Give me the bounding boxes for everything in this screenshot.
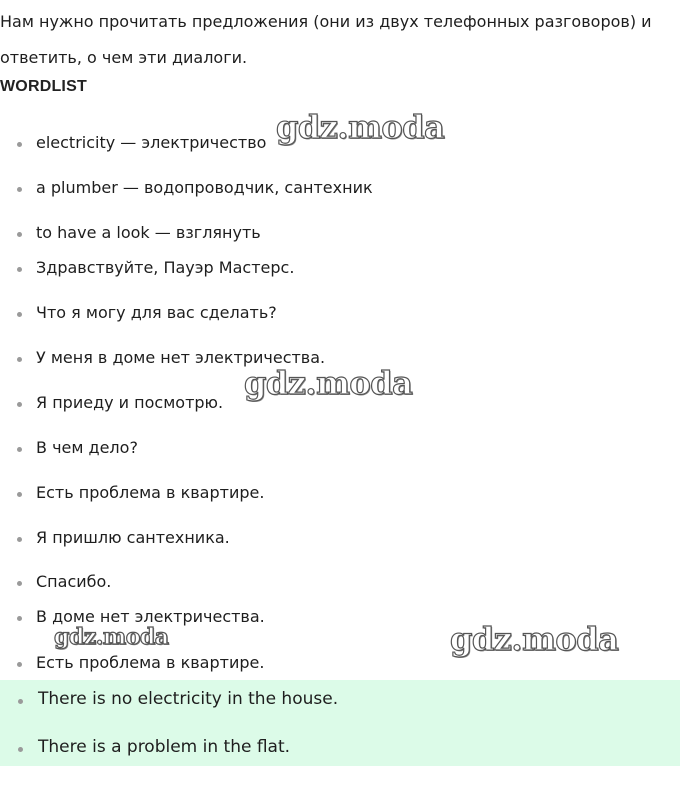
bullet-icon — [17, 402, 22, 407]
intro-text — [0, 4, 676, 76]
highlighted-item-text: There is a problem in the flat. — [38, 737, 291, 757]
list-item-text: Я приеду и посмотрю. — [36, 393, 224, 412]
intro-line-1: Нам нужно прочитать предложения (они из двух телефонных разговоров) и — [0, 12, 652, 31]
list-item-text: Здравствуйте, Пауэр Мастерс. — [36, 258, 295, 277]
highlighted-item — [0, 736, 680, 758]
bullet-icon — [17, 447, 22, 452]
list-item — [0, 571, 680, 593]
list-item-text: a plumber — водопроводчик, сантехник — [36, 178, 373, 197]
bullet-icon — [17, 662, 22, 667]
list-item-text: У меня в доме нет электричества. — [36, 348, 326, 367]
bullet-icon — [17, 357, 22, 362]
list-item — [0, 482, 680, 504]
watermark-logo: gdz.moda — [244, 364, 413, 402]
bullet-icon — [17, 232, 22, 237]
bullet-icon — [18, 747, 23, 752]
watermark-logo: gdz.moda — [276, 108, 445, 146]
list-item-text: Я пришлю сантехника. — [36, 528, 230, 547]
watermark-logo: gdz.moda — [54, 624, 169, 650]
bullet-icon — [17, 312, 22, 317]
bullet-icon — [17, 492, 22, 497]
list-item-text: Спасибо. — [36, 572, 112, 591]
list-item — [0, 222, 680, 244]
list-item-text: Что я могу для вас сделать? — [36, 303, 277, 322]
bullet-icon — [17, 581, 22, 586]
list-item-text: Есть проблема в квартире. — [36, 653, 265, 672]
bullet-icon — [17, 537, 22, 542]
list-item — [0, 437, 680, 459]
list-item-text: electricity — электричество — [36, 133, 267, 152]
list-item-text: В чем дело? — [36, 438, 138, 457]
list-item — [0, 527, 680, 549]
list-item-text: Есть проблема в квартире. — [36, 483, 265, 502]
bullet-icon — [18, 699, 23, 704]
list-item — [0, 302, 680, 324]
list-item-text: to have a look — взглянуть — [36, 223, 261, 242]
list-item-text: В доме нет электричества. — [36, 607, 265, 626]
intro-line-2: ответить, о чем эти диалоги. — [0, 48, 248, 67]
list-item — [0, 257, 680, 279]
bullet-icon — [17, 267, 22, 272]
list-item — [0, 177, 680, 199]
highlighted-item-text: There is no electricity in the house. — [38, 689, 339, 709]
bullet-icon — [17, 616, 22, 621]
bullet-icon — [17, 187, 22, 192]
wordlist-heading: WORDLIST — [0, 78, 87, 95]
highlighted-item — [0, 688, 680, 710]
bullet-icon — [17, 142, 22, 147]
watermark-logo: gdz.moda — [450, 620, 619, 658]
